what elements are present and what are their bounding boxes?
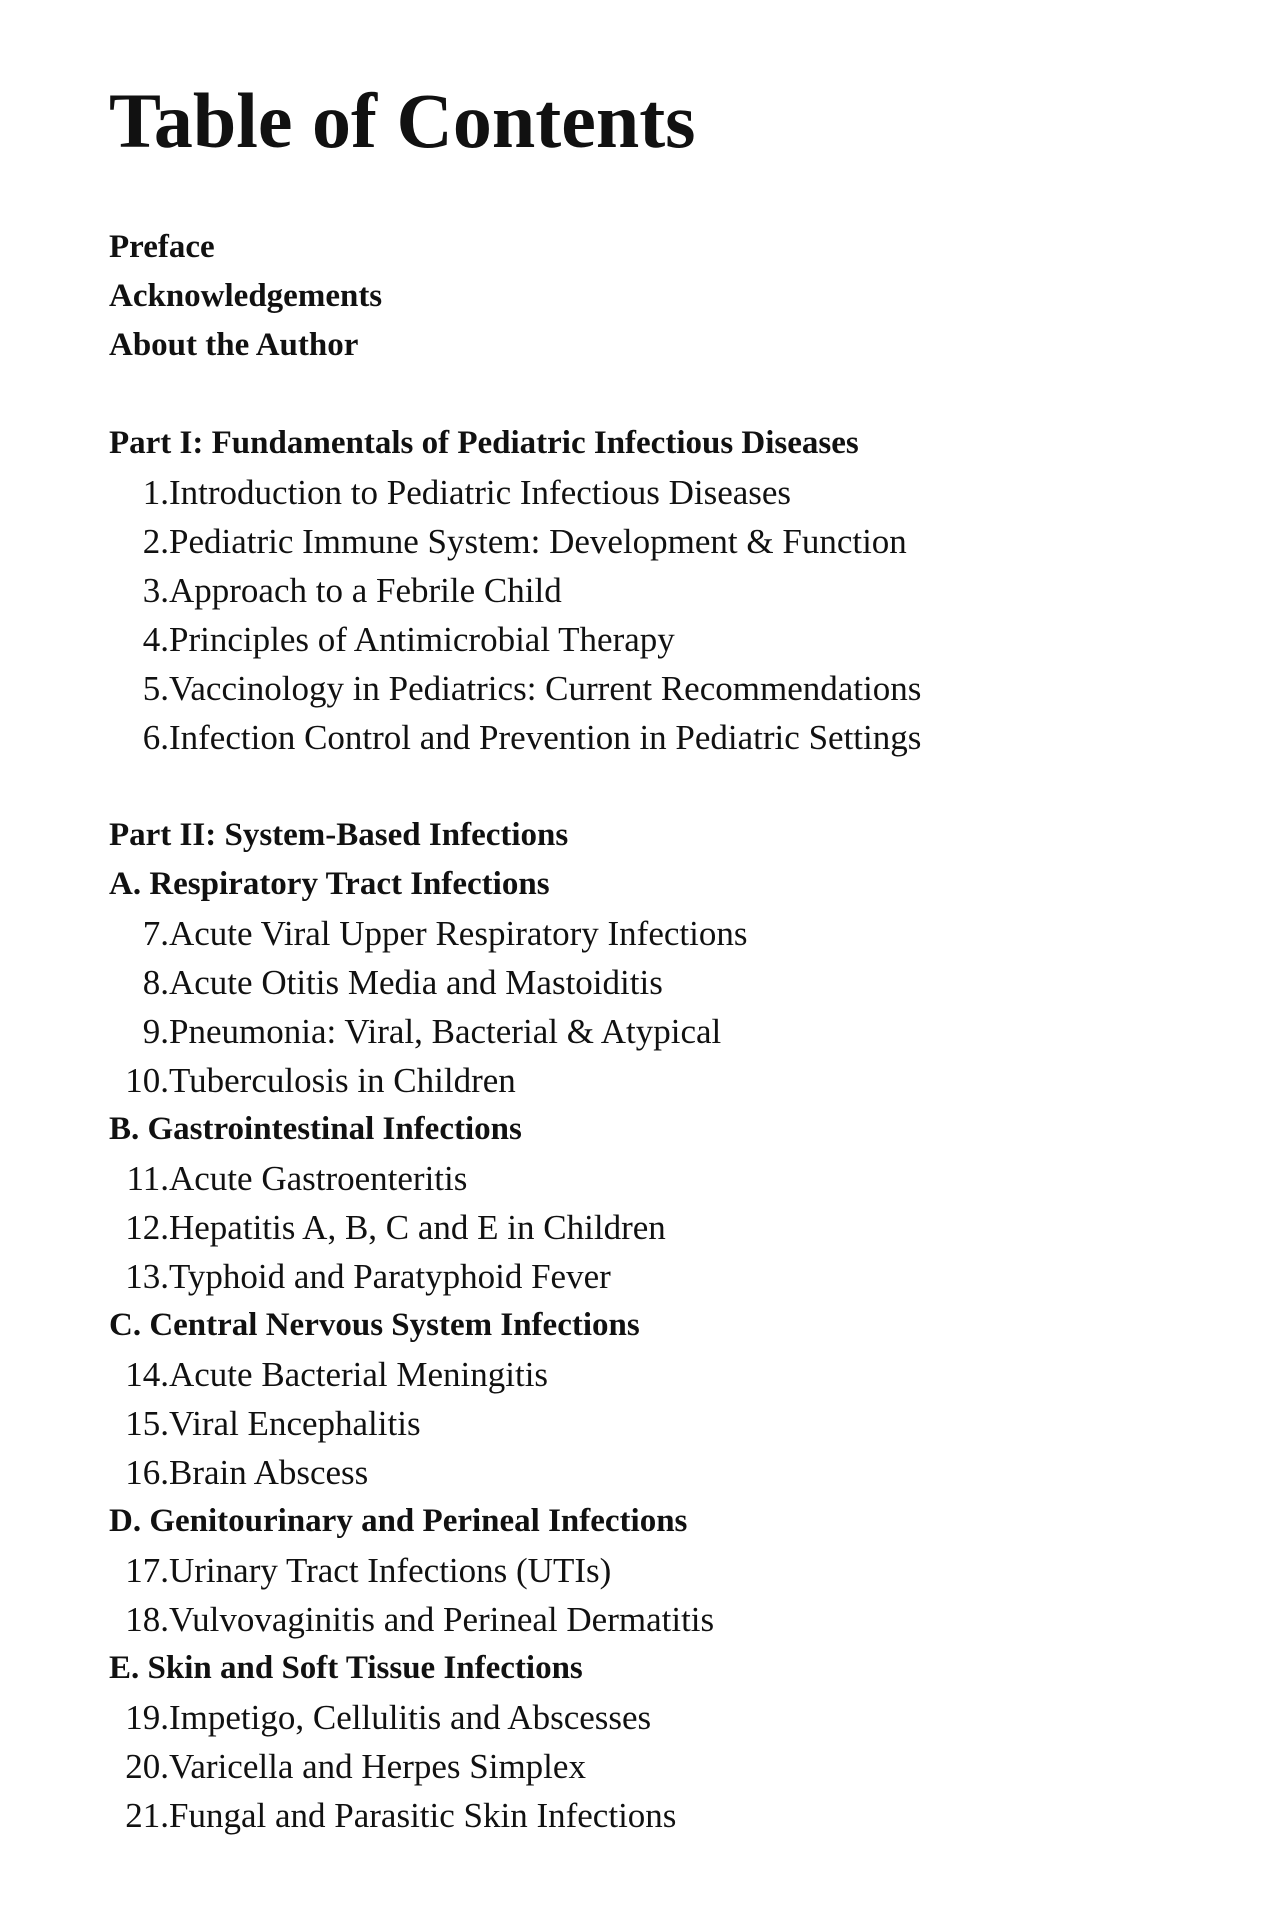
chapter-number: 3.: [142, 571, 169, 610]
chapter-entry[interactable]: [109, 1056, 1209, 1105]
chapter-entry[interactable]: [109, 958, 1209, 1007]
chapter-number: 2.: [142, 522, 169, 561]
chapter-title: Acute Gastroenteritis: [169, 1159, 468, 1198]
chapter-title: Approach to a Febrile Child: [169, 571, 562, 610]
chapter-entry[interactable]: [109, 1546, 1209, 1595]
chapter-title: Vulvovaginitis and Perineal Dermatitis: [169, 1600, 715, 1639]
front-matter-item-acknowledgements[interactable]: Acknowledgements: [109, 278, 383, 314]
chapter-title: Varicella and Herpes Simplex: [169, 1747, 586, 1786]
chapter-number: 13.: [125, 1257, 169, 1296]
chapter-entry[interactable]: [109, 468, 1209, 517]
front-matter-item-preface[interactable]: Preface: [109, 229, 215, 265]
chapter-title: Acute Otitis Media and Mastoiditis: [169, 963, 663, 1002]
chapter-entry[interactable]: [109, 664, 1209, 713]
chapter-title: Viral Encephalitis: [169, 1404, 421, 1443]
chapter-title: Pediatric Immune System: Development & Function: [169, 522, 907, 561]
page-title: Table of Contents: [109, 77, 696, 164]
chapter-title: Fungal and Parasitic Skin Infections: [169, 1796, 677, 1835]
chapter-entry[interactable]: [109, 1595, 1209, 1644]
chapter-entry[interactable]: [109, 1252, 1209, 1301]
chapter-entry[interactable]: [109, 1154, 1209, 1203]
chapter-title: Infection Control and Prevention in Pediatric Settings: [169, 718, 922, 757]
section-heading[interactable]: D. Genitourinary and Perineal Infections: [109, 1503, 688, 1539]
chapter-entry[interactable]: [109, 1742, 1209, 1791]
front-matter-item-about-author[interactable]: About the Author: [109, 327, 359, 363]
part-2: [109, 811, 1209, 1840]
part-heading[interactable]: Part II: System-Based Infections: [109, 817, 569, 853]
chapter-number: 21.: [125, 1796, 169, 1835]
chapter-title: Brain Abscess: [169, 1453, 369, 1492]
chapter-number: 19.: [125, 1698, 169, 1737]
chapter-number: 12.: [125, 1208, 169, 1247]
chapter-number: 5.: [142, 669, 169, 708]
chapter-entry[interactable]: [109, 1399, 1209, 1448]
chapter-number: 1.: [142, 473, 169, 512]
chapter-entry[interactable]: [109, 713, 1209, 762]
chapter-number: 7.: [142, 914, 169, 953]
section-heading[interactable]: C. Central Nervous System Infections: [109, 1307, 640, 1343]
chapter-number: 9.: [142, 1012, 169, 1051]
chapter-number: 11.: [126, 1159, 169, 1198]
chapter-number: 20.: [125, 1747, 169, 1786]
chapter-title: Typhoid and Paratyphoid Fever: [169, 1257, 611, 1296]
spacer: [109, 370, 1209, 419]
chapter-number: 10.: [125, 1061, 169, 1100]
chapter-number: 6.: [142, 718, 169, 757]
section-heading[interactable]: E. Skin and Soft Tissue Infections: [109, 1650, 583, 1686]
part-heading[interactable]: Part I: Fundamentals of Pediatric Infectious Diseases: [109, 425, 859, 461]
front-matter-list: [109, 223, 1209, 370]
chapter-title: Impetigo, Cellulitis and Abscesses: [169, 1698, 652, 1737]
chapter-number: 14.: [125, 1355, 169, 1394]
chapter-title: Principles of Antimicrobial Therapy: [169, 620, 675, 659]
chapter-entry[interactable]: [109, 1007, 1209, 1056]
chapter-title: Tuberculosis in Children: [169, 1061, 516, 1100]
chapter-entry[interactable]: [109, 566, 1209, 615]
chapter-title: Acute Bacterial Meningitis: [169, 1355, 549, 1394]
toc-body: [109, 223, 1209, 1840]
chapter-title: Acute Viral Upper Respiratory Infections: [169, 914, 748, 953]
chapter-number: 16.: [125, 1453, 169, 1492]
chapter-entry[interactable]: [109, 615, 1209, 664]
section-heading[interactable]: B. Gastrointestinal Infections: [109, 1111, 522, 1147]
chapter-entry[interactable]: [109, 1350, 1209, 1399]
chapter-number: 4.: [142, 620, 169, 659]
chapter-entry[interactable]: [109, 517, 1209, 566]
chapter-title: Introduction to Pediatric Infectious Diseases: [169, 473, 792, 512]
part-1: [109, 419, 1209, 762]
chapter-entry[interactable]: [109, 909, 1209, 958]
chapter-entry[interactable]: [109, 1203, 1209, 1252]
chapter-entry[interactable]: [109, 1791, 1209, 1840]
chapter-entry[interactable]: [109, 1693, 1209, 1742]
chapter-title: Vaccinology in Pediatrics: Current Recommendations: [169, 669, 922, 708]
chapter-title: Pneumonia: Viral, Bacterial & Atypical: [169, 1012, 722, 1051]
chapter-title: Hepatitis A, B, C and E in Children: [169, 1208, 666, 1247]
chapter-number: 15.: [125, 1404, 169, 1443]
spacer: [109, 762, 1209, 811]
section-heading[interactable]: A. Respiratory Tract Infections: [109, 866, 550, 902]
chapter-number: 18.: [125, 1600, 169, 1639]
chapter-title: Urinary Tract Infections (UTIs): [169, 1551, 612, 1590]
chapter-number: 17.: [125, 1551, 169, 1590]
chapter-entry[interactable]: [109, 1448, 1209, 1497]
chapter-number: 8.: [142, 963, 169, 1002]
